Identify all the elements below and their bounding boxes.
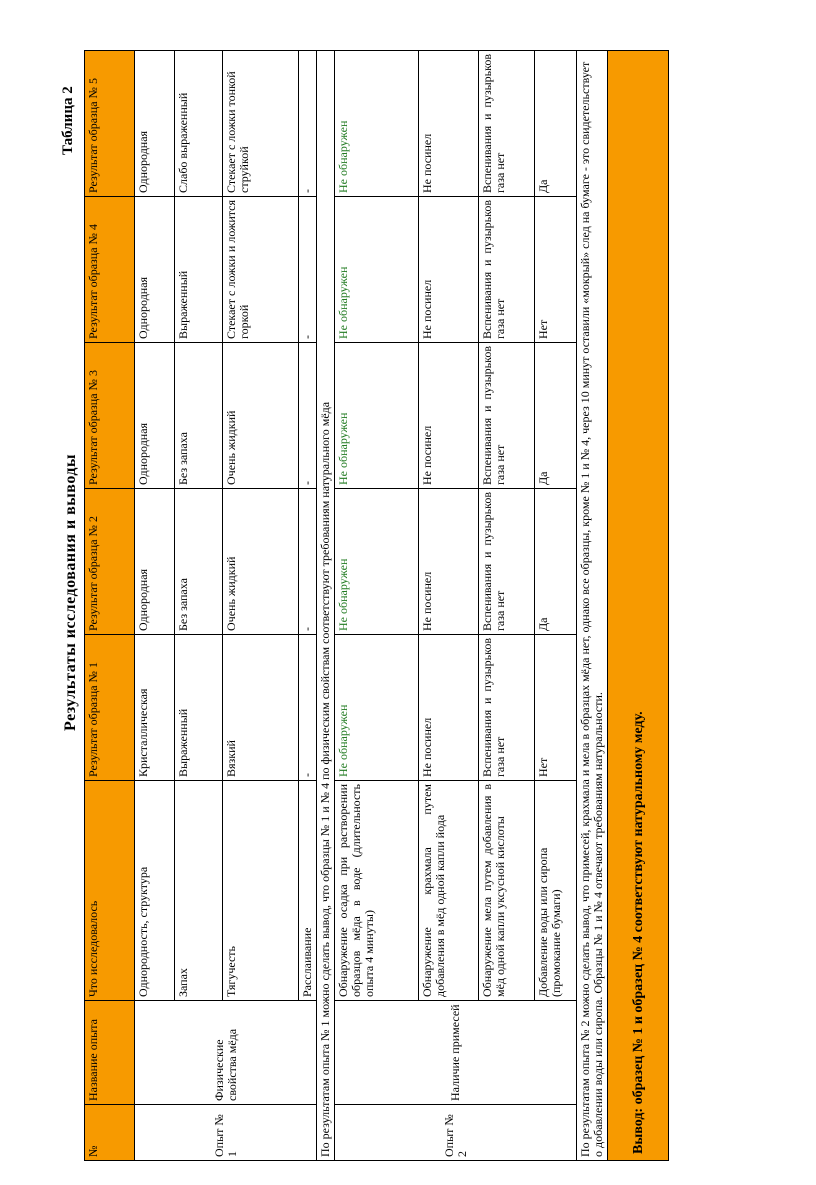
criterion-cell: Обнаружение осадка при растворении образцов мёда в воде (длительность опыта 4 минуты) [335, 781, 419, 1001]
result-cell: Да [535, 51, 577, 197]
exp1-number: Опыт № 1 [135, 1105, 317, 1161]
result-cell: - [299, 197, 317, 343]
criterion-cell: Однородность, структура [135, 781, 175, 1001]
exp2-name: Наличие примесей [335, 1001, 577, 1105]
result-cell: - [299, 343, 317, 489]
header-cell: Результат образца № 2 [85, 489, 135, 635]
table-row [535, 51, 577, 1161]
result-cell: Не посинел [419, 343, 479, 489]
result-cell: Вспенивания и пузырьков газа нет [479, 343, 535, 489]
result-cell: Стекает с ложки и ложится горкой [223, 197, 299, 343]
result-cell: Вспенивания и пузырьков газа нет [479, 635, 535, 781]
exp2-number: Опыт № 2 [335, 1105, 577, 1161]
table-row [479, 51, 535, 1161]
header-cell: Результат образца № 1 [85, 635, 135, 781]
conclusion-row [317, 51, 335, 1161]
result-cell: Нет [535, 197, 577, 343]
criterion-cell: Добавление воды или сиропа (промокание бумаги) [535, 781, 577, 1001]
header-row [85, 51, 135, 1161]
result-cell: Однородная [135, 489, 175, 635]
table-row [175, 51, 223, 1161]
criterion-cell: Обнаружение мела путем добавления в мёд одной капли уксусной кислоты [479, 781, 535, 1001]
table-label: Таблица 2 [60, 86, 76, 155]
final-conclusion: Вывод: образец № 1 и образец № 4 соответствуют натуральному меду. [608, 51, 669, 1161]
result-cell: - [299, 635, 317, 781]
result-cell: - [299, 51, 317, 197]
result-cell: Однородная [135, 343, 175, 489]
result-cell: Не обнаружен [335, 51, 419, 197]
criterion-cell: Обнаружение крахмала путем добавления в мёд одной капли йода [419, 781, 479, 1001]
result-cell: Не посинел [419, 635, 479, 781]
result-cell: Стекает с ложки тонкой струйкой [223, 51, 299, 197]
exp2-conclusion: По результатам опыта № 2 можно сделать вывод, что примесей, крахмала и мела в образцах мёда нет, однако все образцы, кроме № 1 и № 4, через 10 минут оставили «мокрый» след на бумаге - это свидетельствует о добавлении воды или сиропа. Образцы № 1 и № 4 отвечают требованиям натуральности. [577, 51, 608, 1161]
result-cell: Выраженный [175, 635, 223, 781]
result-cell: Без запаха [175, 489, 223, 635]
result-cell: Слабо выраженный [175, 51, 223, 197]
table-row [299, 51, 317, 1161]
result-cell: Очень жидкий [223, 489, 299, 635]
exp1-conclusion: По результатам опыта № 1 можно сделать вывод, что образцы № 1 и № 4 по физическим свойствам соответствуют требованиям натурального мёда [317, 51, 335, 1161]
result-cell: - [299, 489, 317, 635]
header-cell: Что исследовалось [85, 781, 135, 1001]
result-cell: Однородная [135, 197, 175, 343]
criterion-cell: Тягучесть [223, 781, 299, 1001]
result-cell: Не обнаружен [335, 489, 419, 635]
header-cell: Результат образца № 4 [85, 197, 135, 343]
header-cell: Результат образца № 5 [85, 51, 135, 197]
result-cell: Не посинел [419, 197, 479, 343]
result-cell: Вязкий [223, 635, 299, 781]
result-cell: Однородная [135, 51, 175, 197]
result-cell: Нет [535, 635, 577, 781]
table-row [335, 51, 419, 1161]
result-cell: Да [535, 343, 577, 489]
exp1-name: Физические свойства мёда [135, 1001, 317, 1105]
result-cell: Очень жидкий [223, 343, 299, 489]
result-cell: Не обнаружен [335, 343, 419, 489]
result-cell: Без запаха [175, 343, 223, 489]
result-cell: Не посинел [419, 489, 479, 635]
table-row [419, 51, 479, 1161]
result-cell: Вспенивания и пузырьков газа нет [479, 197, 535, 343]
criterion-cell: Запах [175, 781, 223, 1001]
result-cell: Кристаллическая [135, 635, 175, 781]
header-cell: Результат образца № 3 [85, 343, 135, 489]
table-row [135, 51, 175, 1161]
result-cell: Вспенивания и пузырьков газа нет [479, 51, 535, 197]
result-cell: Да [535, 489, 577, 635]
result-cell: Вспенивания и пузырьков газа нет [479, 489, 535, 635]
conclusion-row [577, 51, 608, 1161]
header-cell: № [85, 1105, 135, 1161]
final-conclusion-row [608, 51, 669, 1161]
header-cell: Название опыта [85, 1001, 135, 1105]
result-cell: Выраженный [175, 197, 223, 343]
criterion-cell: Расслаивание [299, 781, 317, 1001]
results-table [84, 50, 669, 1161]
result-cell: Не обнаружен [335, 197, 419, 343]
result-cell: Не обнаружен [335, 635, 419, 781]
page-title: Результаты исследования и выводы [62, 454, 79, 731]
result-cell: Не посинел [419, 51, 479, 197]
table-row [223, 51, 299, 1161]
